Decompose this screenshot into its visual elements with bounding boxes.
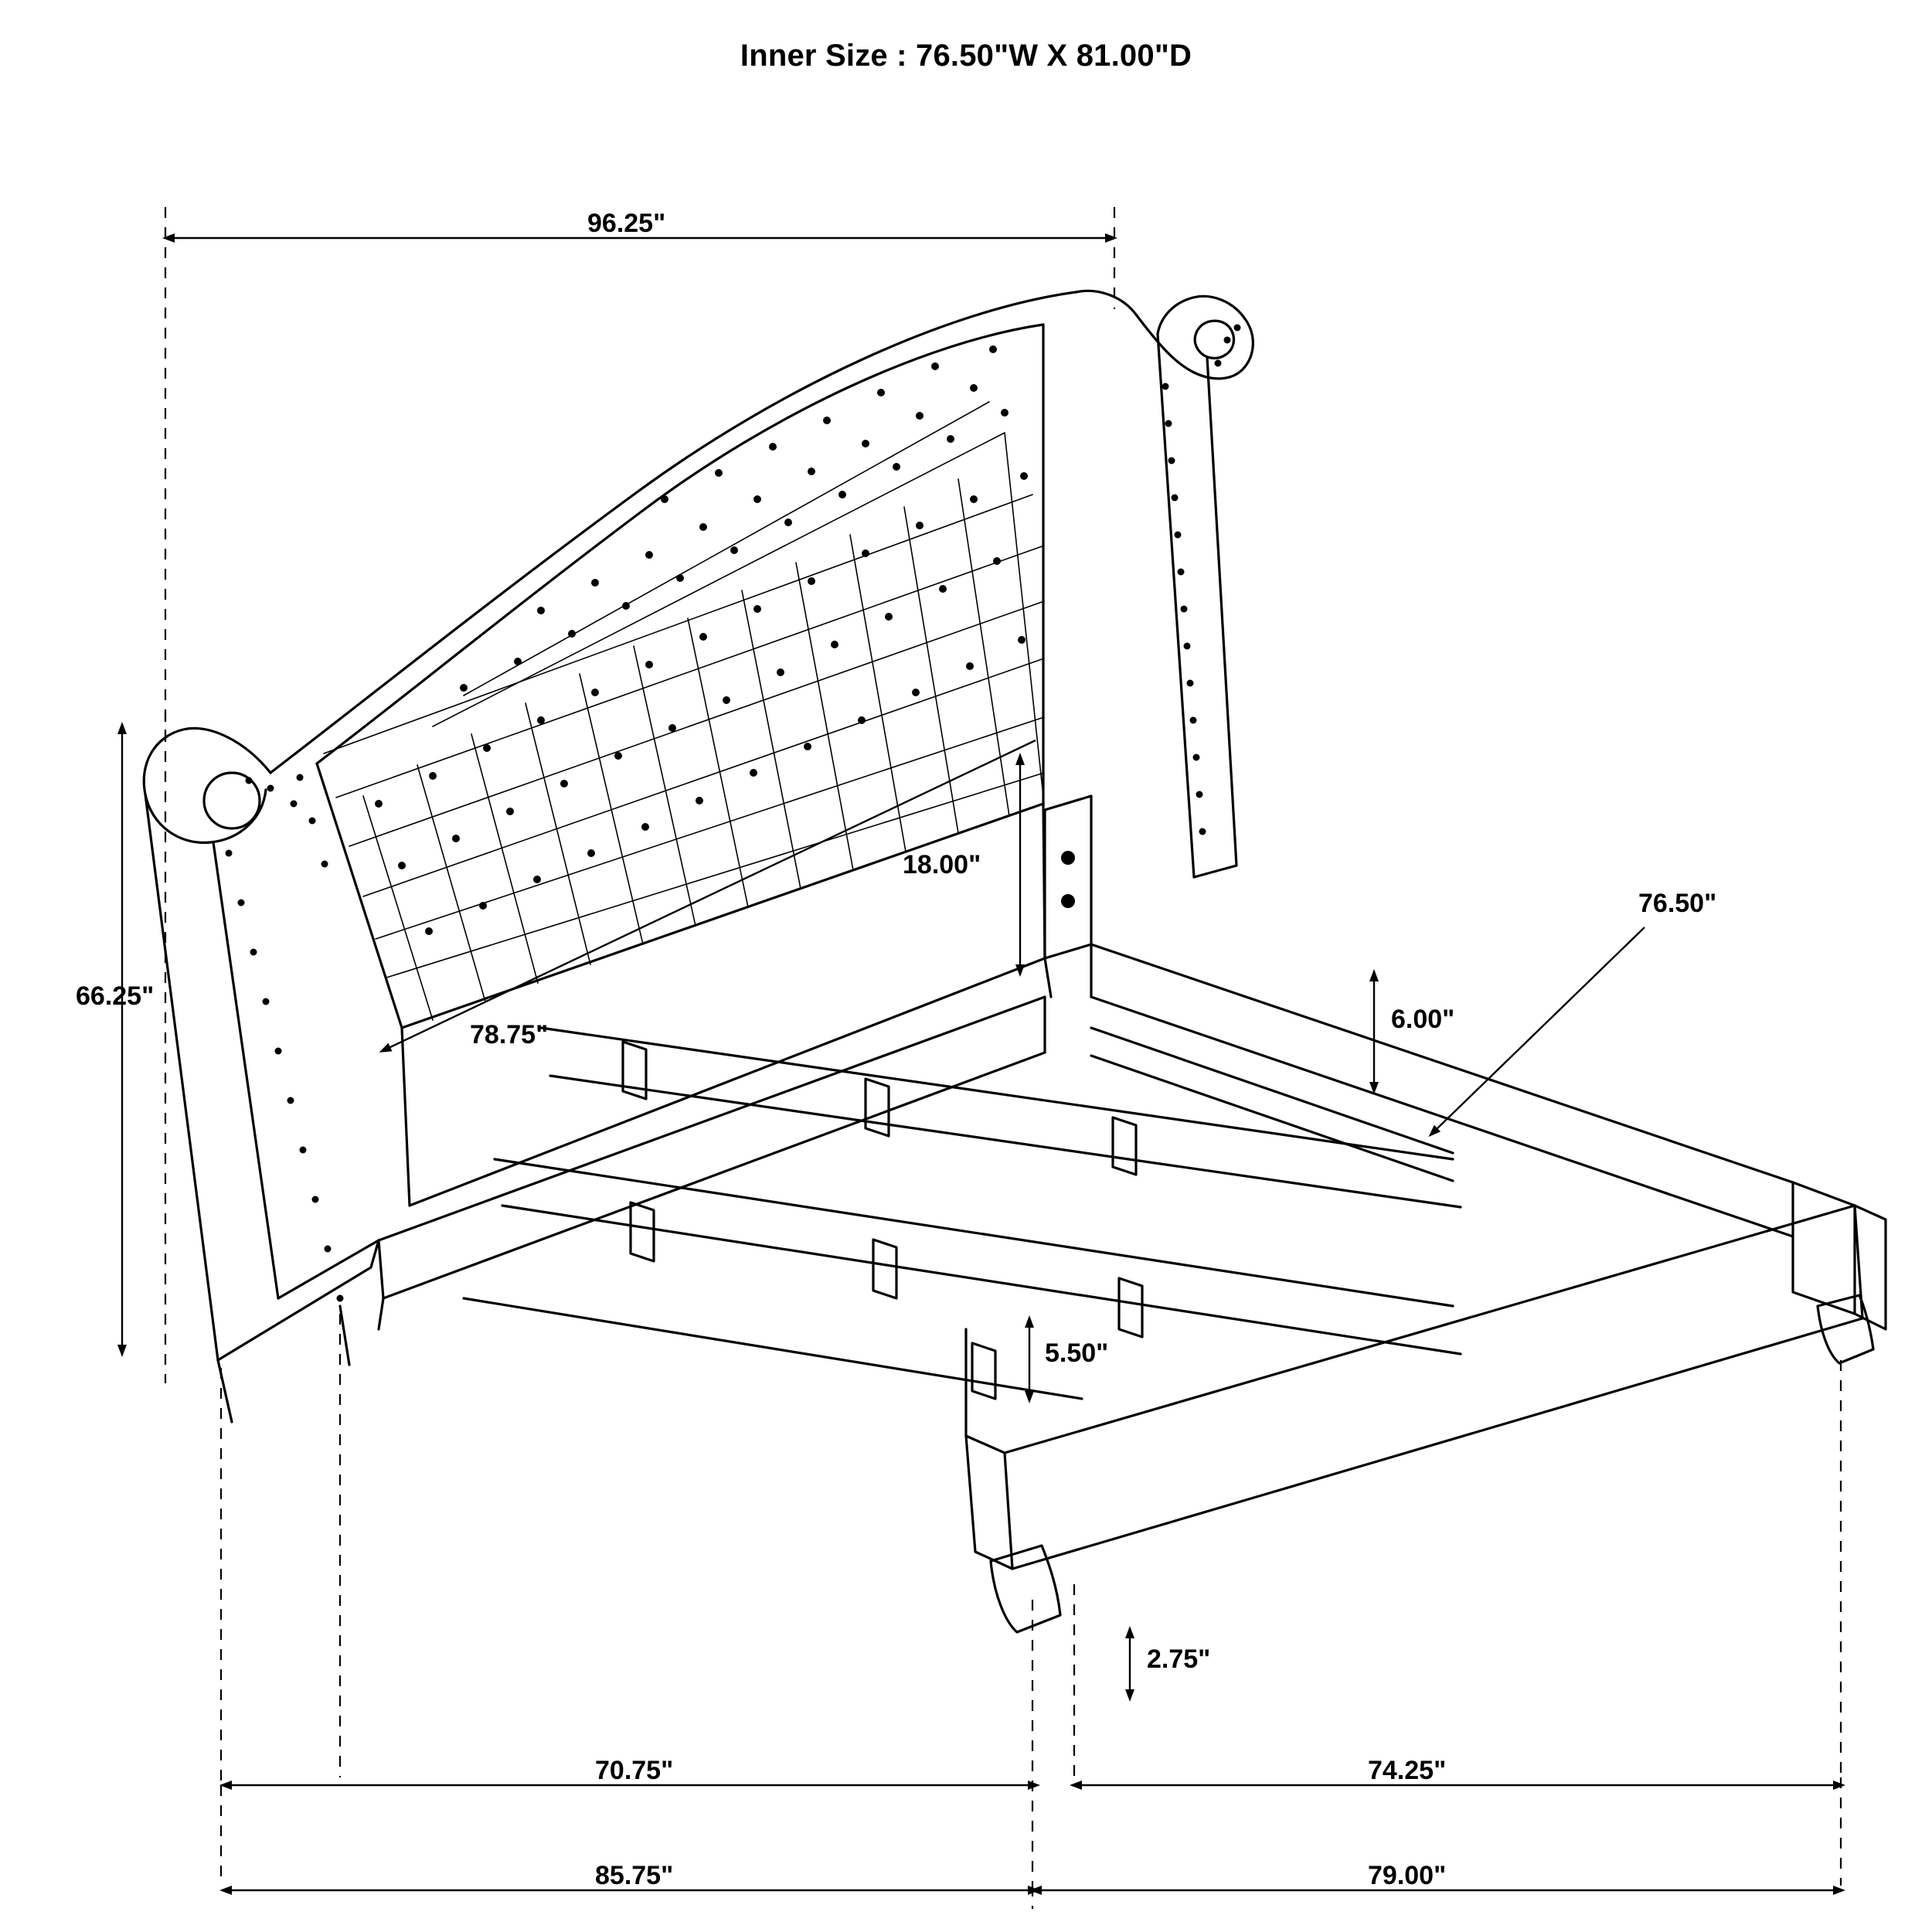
- dim-bottom-left-depth: 70.75": [595, 1756, 674, 1785]
- dim-base-right-depth: 79.00": [1368, 1861, 1447, 1890]
- dim-side-rail-callout: 76.50": [1638, 889, 1717, 918]
- dim-rail-to-slat: 6.00": [1391, 1005, 1455, 1034]
- dim-slat-support-height: 5.50": [1045, 1338, 1109, 1368]
- dim-bottom-right-depth: 74.25": [1368, 1756, 1447, 1785]
- dim-headboard-panel-width: 78.75": [470, 1020, 549, 1049]
- page-title: Inner Size : 76.50"W X 81.00"D: [740, 39, 1192, 73]
- dim-headboard-to-rail: 18.00": [903, 850, 981, 879]
- dim-overall-height-left: 66.25": [76, 981, 155, 1011]
- dim-leg-height: 2.75": [1147, 1645, 1211, 1674]
- dim-base-left-depth: 85.75": [595, 1861, 674, 1890]
- dim-overall-width-top: 96.25": [587, 209, 666, 238]
